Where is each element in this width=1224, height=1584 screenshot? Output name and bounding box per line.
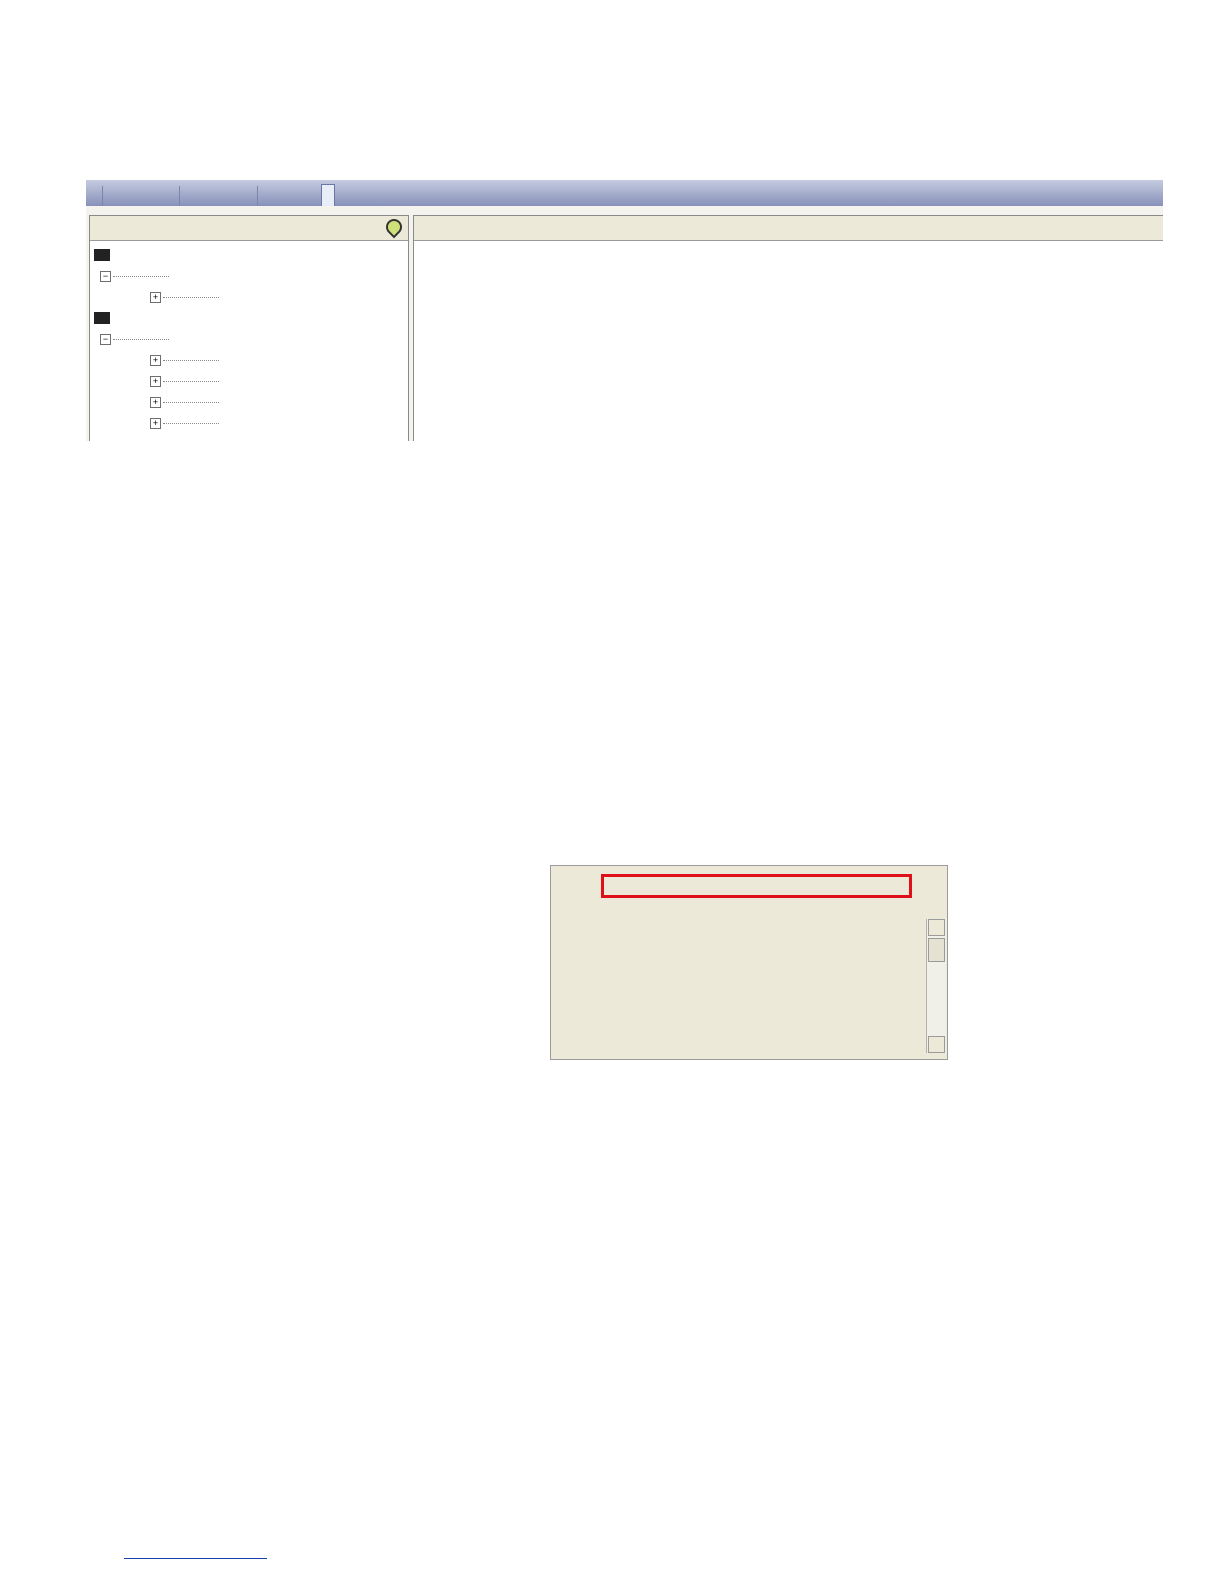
- tab-settings[interactable]: [167, 186, 180, 206]
- tree-node-goose[interactable]: [150, 414, 223, 432]
- mapping-panel: [413, 215, 1163, 441]
- goose-config-window: [86, 180, 1163, 441]
- tree-node-ied[interactable]: [94, 246, 118, 264]
- scroll-down-icon[interactable]: [928, 1036, 945, 1053]
- tree-connector: [113, 276, 169, 277]
- tree-node-goose[interactable]: [150, 288, 223, 306]
- tree-connector: [163, 360, 219, 361]
- vertical-scrollbar[interactable]: [926, 919, 946, 1053]
- tree-connector: [163, 423, 219, 424]
- tab-goose-reception[interactable]: [321, 184, 335, 206]
- ied-device-icon: [94, 249, 110, 261]
- tree-node-ldevice[interactable]: [100, 330, 173, 348]
- subscription-count-text: [601, 874, 912, 898]
- expand-icon[interactable]: +: [150, 418, 161, 429]
- tab-goose-transmission[interactable]: [466, 186, 478, 206]
- tree-node-ied[interactable]: [94, 309, 118, 327]
- tree-connector: [163, 381, 219, 382]
- tree-connector: [163, 297, 219, 298]
- pin-icon[interactable]: [383, 216, 406, 239]
- rx-goose-subscription-panel: [550, 865, 948, 1060]
- expand-icon[interactable]: +: [150, 376, 161, 387]
- scroll-thumb[interactable]: [928, 938, 945, 962]
- expand-icon[interactable]: +: [150, 397, 161, 408]
- expand-icon[interactable]: +: [150, 355, 161, 366]
- tree-connector: [113, 339, 169, 340]
- tab-reports[interactable]: [245, 186, 258, 206]
- tree-node-goose[interactable]: [150, 372, 223, 390]
- collapse-icon[interactable]: −: [100, 271, 111, 282]
- collapse-icon[interactable]: −: [100, 334, 111, 345]
- ied-device-icon: [94, 312, 110, 324]
- expand-icon[interactable]: +: [150, 292, 161, 303]
- ied-list-panel: [89, 215, 409, 441]
- ied-list-title: [90, 216, 408, 241]
- tree-node-goose[interactable]: [150, 351, 223, 369]
- mapping-title: [414, 216, 1163, 241]
- mapping-table-zoom: [398, 562, 1100, 709]
- tree-node-ldevice[interactable]: [100, 267, 173, 285]
- tab-icd-cid[interactable]: [90, 186, 103, 206]
- scroll-up-icon[interactable]: [928, 919, 945, 936]
- footnote-separator: [124, 1558, 267, 1559]
- tree-connector: [163, 402, 219, 403]
- tab-bar: [86, 180, 1163, 206]
- tree-node-goose[interactable]: [150, 393, 223, 411]
